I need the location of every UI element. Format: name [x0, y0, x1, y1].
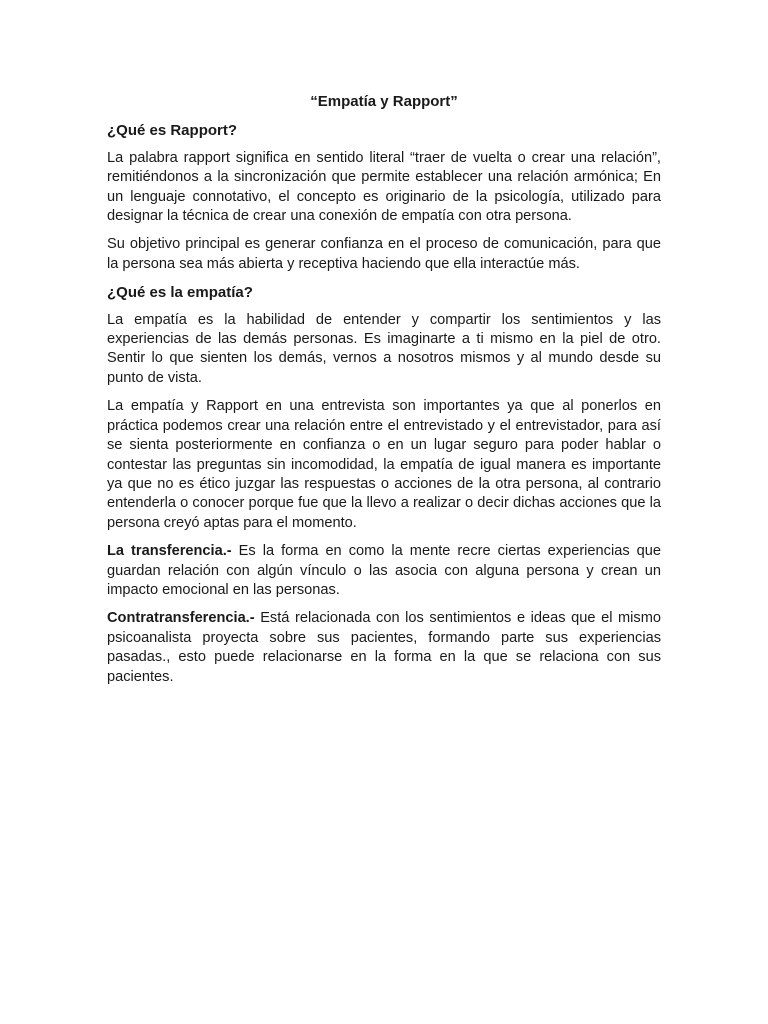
heading-empatia: ¿Qué es la empatía? [107, 284, 253, 302]
heading-rapport: ¿Qué es Rapport? [107, 122, 238, 140]
paragraph-contratransferencia [107, 609, 661, 687]
text-contratransferencia: Está relacionada con los sentimientos e ideas que el mismo psicoanalista proyecta sobre sus pacientes, formando parte sus experiencias pasadas., esto puede relacionarse en la forma en la que se relaciona con sus pacientes. [107, 610, 661, 685]
paragraph-transferencia [107, 542, 661, 600]
paragraph-rapport-definition: La palabra rapport significa en sentido literal “traer de vuelta o crear una relación”, remitiéndonos a la sincronización que permite establecer una relación armónica; En un lenguaje connotativo, el concepto es originario de la psicología, utilizado para designar la técnica de crear una conexión de empatía con otra persona. [107, 149, 661, 225]
document-title: “Empatía y Rapport” [310, 93, 458, 110]
document-page [107, 92, 661, 696]
paragraph-empatia-definition: La empatía es la habilidad de entender y compartir los sentimientos y las experiencias de las demás personas. Es imaginarte a ti mismo en la piel de otro. Sentir lo que sienten los demás, vernos a nosotros mismos y al mundo desde su punto de vista. [107, 311, 661, 386]
paragraph-rapport-objective: Su objetivo principal es generar confianza en el proceso de comunicación, para que la persona sea más abierta y receptiva haciendo que ella interactúe más. [107, 236, 661, 272]
paragraph-empatia-rapport-entrevista: La empatía y Rapport en una entrevista son importantes ya que al ponerlos en práctica podemos crear una relación entre el entrevistado y el entrevistador, para así se sienta posteriormente en confianza o en un lugar seguro para poder hablar o contestar las preguntas sin incomodidad, la empatía de igual manera es importante ya que no es ético juzgar las respuestas o acciones de la otra persona, al contrario entenderla o conocer porque fue que la llevo a realizar o decir dichas acciones que la persona creyó aptas para el momento. [107, 398, 661, 531]
text-transferencia: Es la forma en como la mente recre ciertas experiencias que guardan relación con algún vínculo o las asocia con alguna persona y crean un impacto emocional en las personas. [107, 543, 661, 598]
term-transferencia: La transferencia.- [107, 543, 232, 560]
term-contratransferencia: Contratransferencia.- [107, 610, 255, 627]
